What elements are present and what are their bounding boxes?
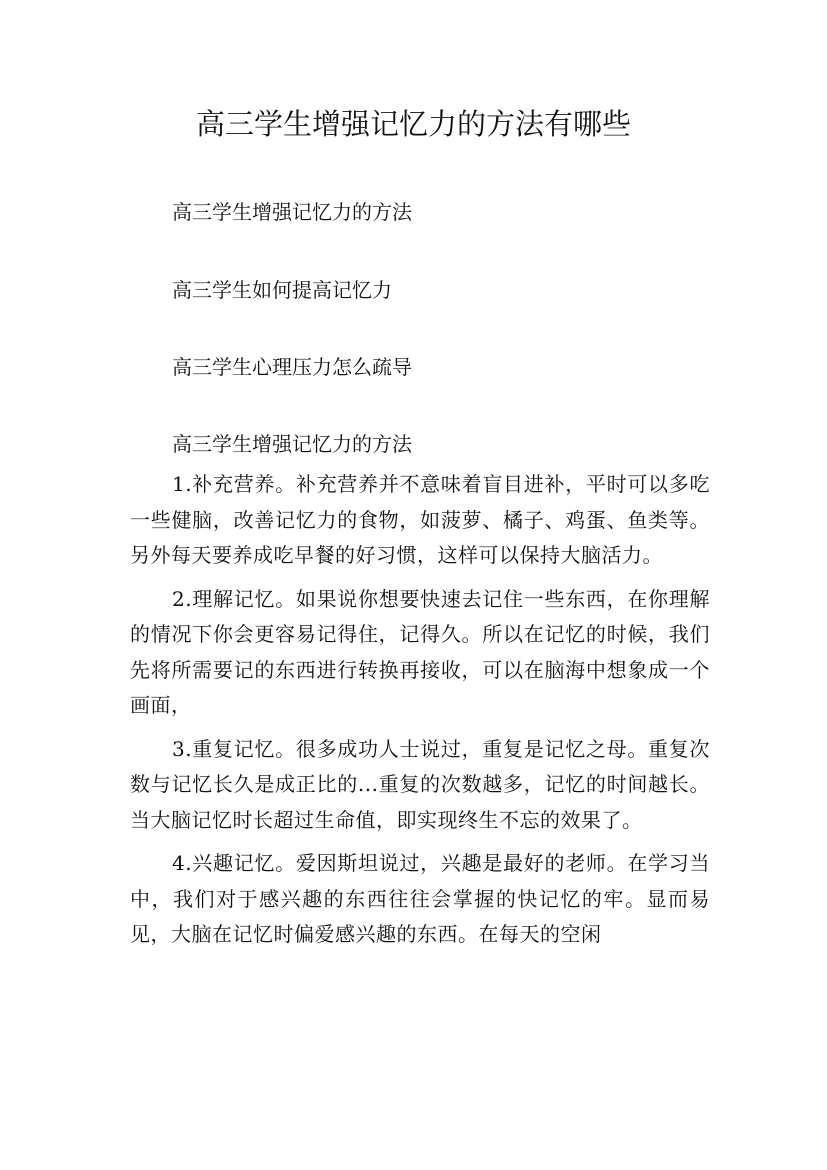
paragraph: 4.兴趣记忆。爱因斯坦说过，兴趣是最好的老师。在学习当中，我们对于感兴趣的东西往往会掌握的快记忆的牢。显而易见，大脑在记忆时偏爱感兴趣的东西。在每天的空闲 (130, 851, 710, 946)
section-body (130, 467, 710, 961)
document-title: 高三学生增强记忆力的方法有哪些 (195, 107, 631, 141)
paragraph: 3.重复记忆。很多成功人士说过，重复是记忆之母。重复次数与记忆长久是成正比的...重复的次数越多，记忆的时间越长。当大脑记忆时长超过生命值，即实现终生不忘的效果了。 (130, 736, 710, 832)
toc-item: 高三学生增强记忆力的方法 (172, 200, 412, 224)
toc-item: 高三学生心理压力怎么疏导 (172, 355, 412, 379)
toc-item: 高三学生如何提高记忆力 (172, 278, 392, 302)
paragraph: 2.理解记忆。如果说你想要快速去记住一些东西，在你理解的情况下你会更容易记得住，记得久。所以在记忆的时候，我们先将所需要记的东西进行转换再接收，可以在脑海中想象成一个画面， (130, 586, 710, 717)
paragraph: 1.补充营养。补充营养并不意味着盲目进补，平时可以多吃一些健脑，改善记忆力的食物，如菠萝、橘子、鸡蛋、鱼类等。另外每天要养成吃早餐的好习惯，这样可以保持大脑活力。 (130, 472, 710, 567)
section-heading: 高三学生增强记忆力的方法 (172, 432, 412, 456)
